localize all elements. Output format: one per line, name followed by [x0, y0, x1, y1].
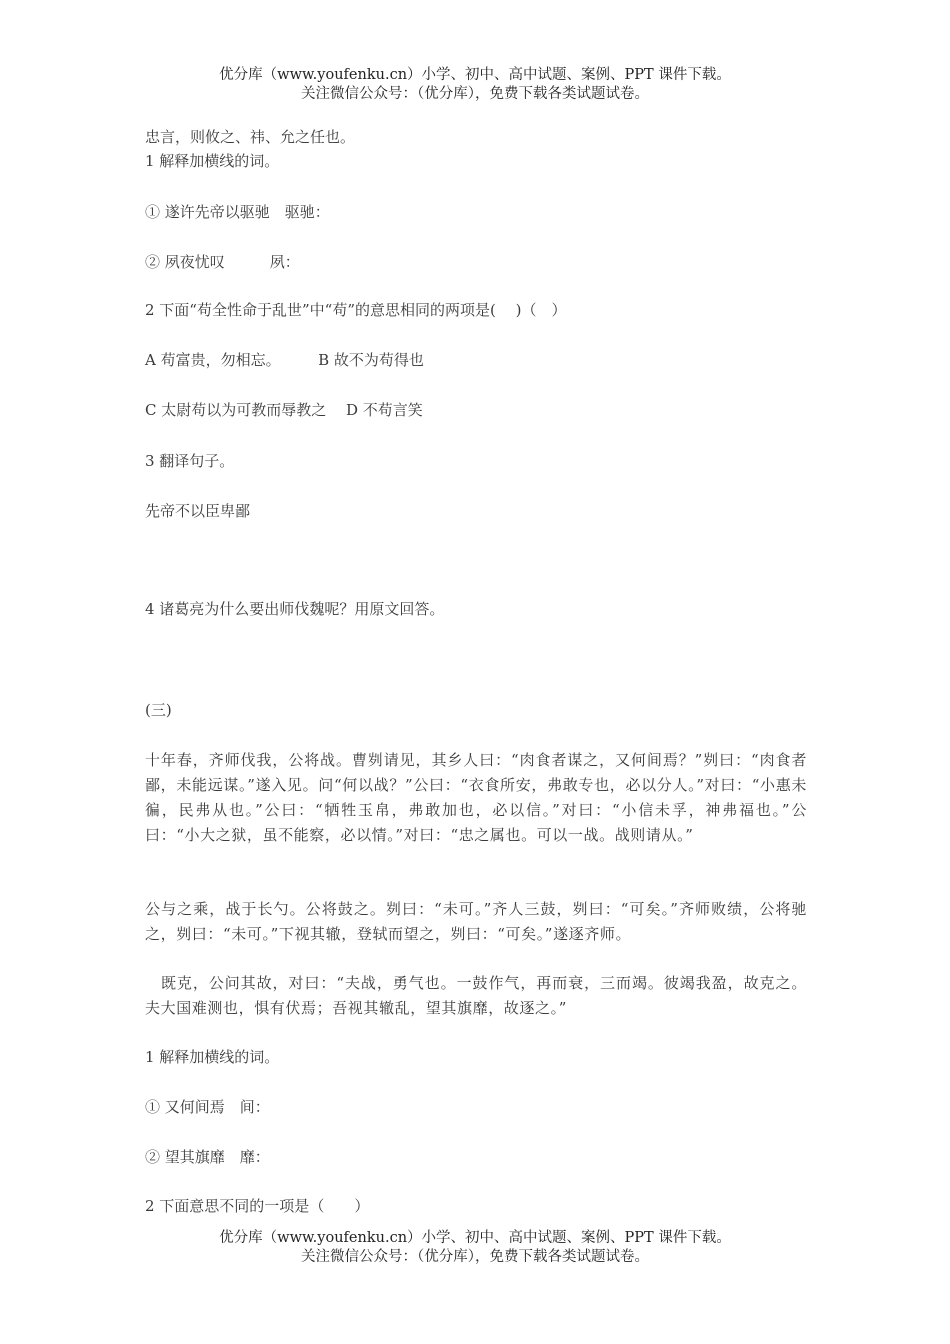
section3-question-1: 1 解释加横线的词。 [145, 1048, 280, 1066]
question-1: 1 解释加横线的词。 [145, 152, 280, 170]
question-2-options-ab: A 苟富贵，勿相忘。 B 故不为苟得也 [145, 351, 424, 369]
section-label: (三) [145, 701, 172, 719]
question-4: 4 诸葛亮为什么要出师伐魏呢？用原文回答。 [145, 600, 445, 618]
passage-paragraph-2: 公与之乘，战于长勺。公将鼓之。刿曰：“未可。”齐人三鼓，刿曰：“可矣。”齐师败绩，公将驰之，刿曰：“未可。”下视其辙，登轼而望之，刿曰：“可矣。”遂逐齐师。 [145, 900, 807, 943]
passage-paragraph-1: 十年春，齐师伐我，公将战。曹刿请见，其乡人曰：“肉食者谋之，又何间焉？”刿曰：“肉食者鄙，未能远谋。”遂入见。问“何以战？”公曰：“衣食所安，弗敢专也，必以分人。”对曰：“小惠未徧，民弗从也。”公曰：“牺牲玉帛，弗敢加也，必以信。”对曰：“小信未孚，神弗福也。”公曰：“小大之狱，虽不能察，必以情。”对曰：“忠之属也。可以一战。战则请从。” [145, 751, 807, 844]
section3-question-2: 2 下面意思不同的一项是（ ） [145, 1197, 370, 1215]
page-header [0, 66, 950, 104]
passage-paragraph-3: 既克，公问其故，对曰：“夫战，勇气也。一鼓作气，再而衰，三而竭。彼竭我盈，故克之。夫大国难测也，惧有伏焉；吾视其辙乱，望其旗靡，故逐之。” [145, 974, 807, 1017]
header-line-2: 关注微信公众号：（优分库），免费下载各类试题试卷。 [301, 86, 649, 102]
header-line-1: 优分库（www.youfenku.cn）小学、初中、高中试题、案例、PPT 课件下载。 [219, 67, 731, 83]
question-3-sentence: 先帝不以臣卑鄙 [145, 502, 251, 520]
page-footer [0, 1229, 950, 1267]
question-3: 3 翻译句子。 [145, 452, 235, 470]
question-2-options-cd: C 太尉苟以为可教而辱教之 D 不苟言笑 [145, 401, 423, 419]
footer-line-1: 优分库（www.youfenku.cn）小学、初中、高中试题、案例、PPT 课件下载。 [219, 1230, 731, 1246]
question-1-item-2: ② 夙夜忧叹 夙： [145, 253, 300, 271]
section3-question-1-item-1: ① 又何间焉 间： [145, 1098, 270, 1116]
footer-line-2: 关注微信公众号：（优分库），免费下载各类试题试卷。 [301, 1249, 649, 1265]
section3-question-1-item-2: ② 望其旗靡 靡： [145, 1148, 270, 1166]
question-1-item-1: ① 遂许先帝以驱驰 驱驰： [145, 203, 330, 221]
question-2: 2 下面“苟全性命于乱世”中“苟”的意思相同的两项是( )（ ） [145, 301, 567, 319]
passage-tail: 忠言，则攸之、祎、允之任也。 [145, 128, 356, 146]
